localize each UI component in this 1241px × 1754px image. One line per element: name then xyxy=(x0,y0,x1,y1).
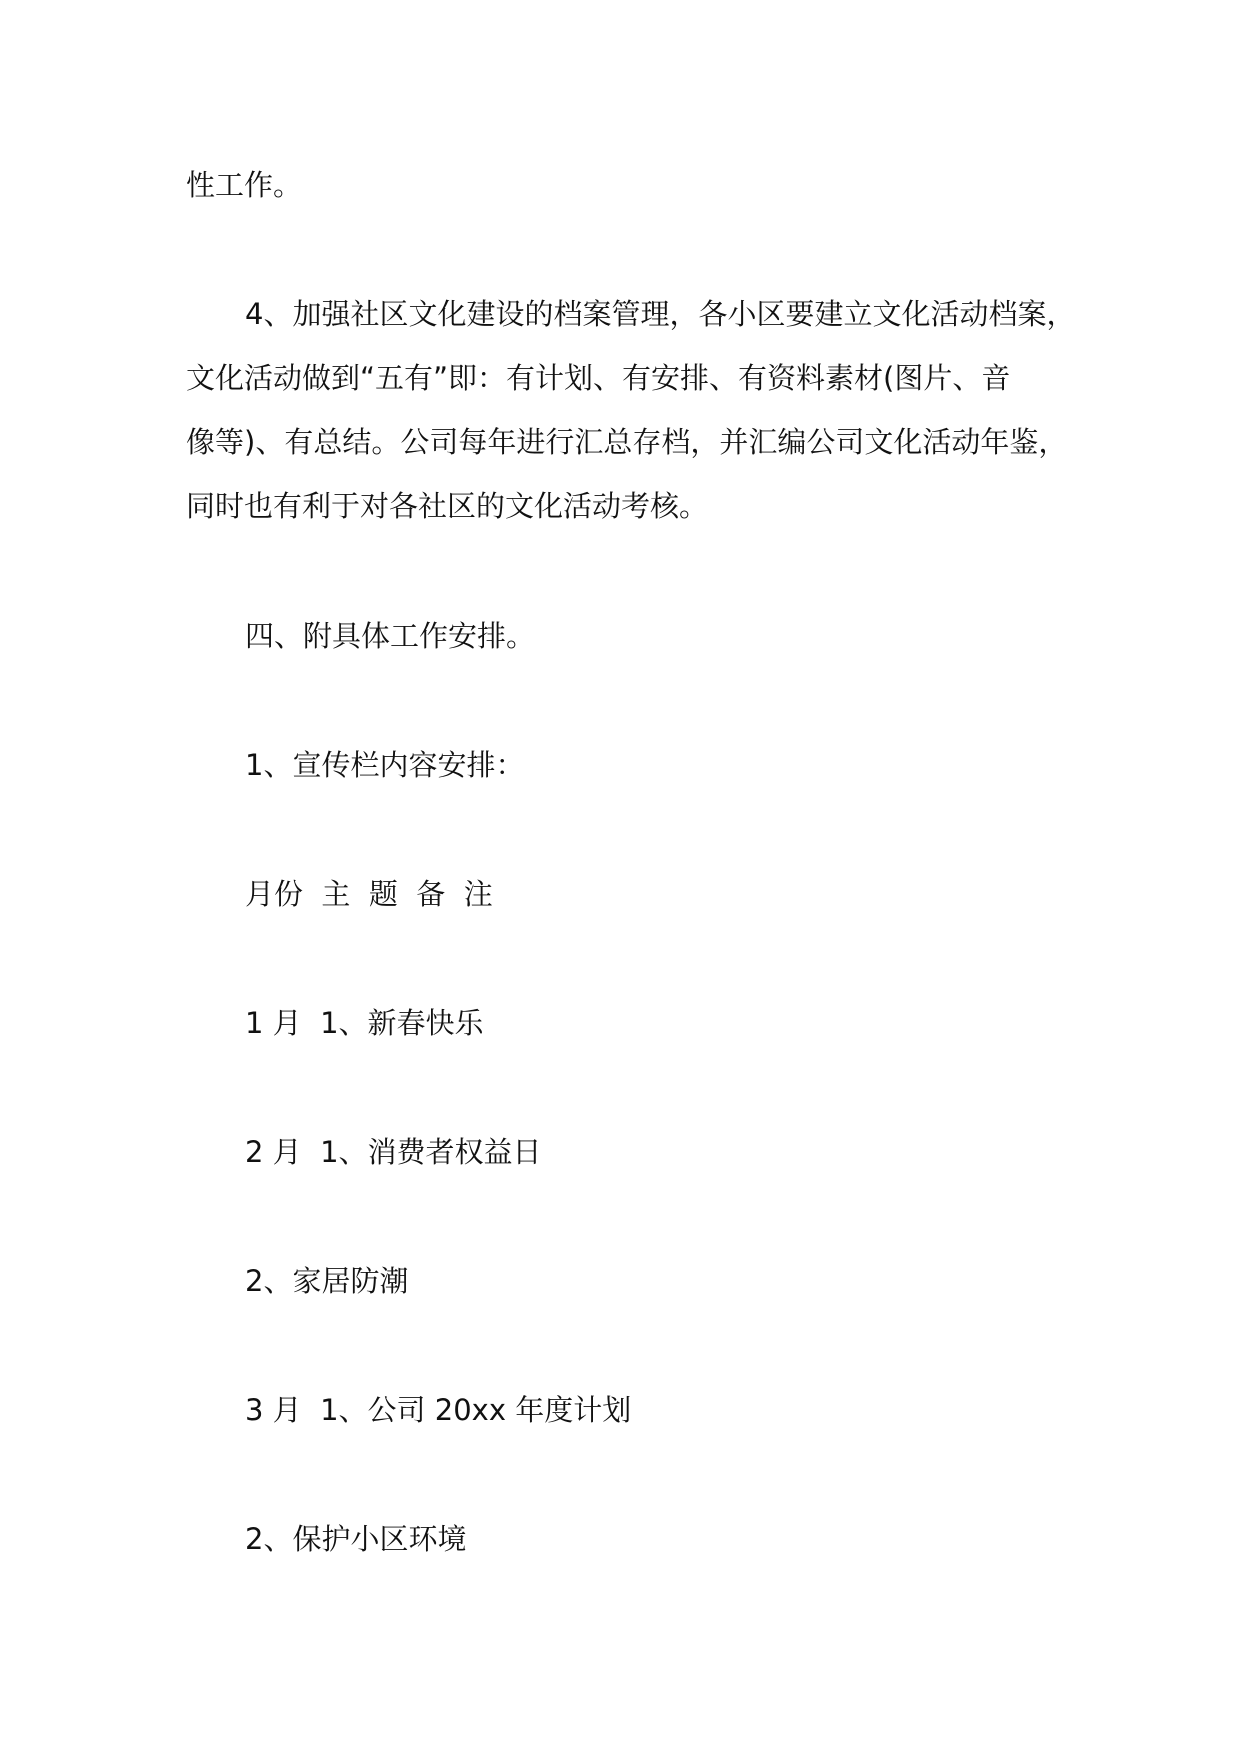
schedule-row: 2 月 1、消费者权益日 xyxy=(245,1135,542,1169)
schedule-row: 1 月 1、新春快乐 xyxy=(245,1006,484,1040)
schedule-row: 2、保护小区环境 xyxy=(245,1522,467,1556)
schedule-header: 月份 主 题 备 注 xyxy=(245,877,493,911)
paragraph-line: 性工作。 xyxy=(186,168,303,202)
subsection-heading: 1、宣传栏内容安排： xyxy=(245,748,525,782)
paragraph-line: 像等)、有总结。公司每年进行汇总存档，并汇编公司文化活动年鉴， xyxy=(186,425,1068,459)
schedule-row: 2、家居防潮 xyxy=(245,1264,409,1298)
paragraph-line: 4、加强社区文化建设的档案管理，各小区要建立文化活动档案， xyxy=(245,297,1076,331)
paragraph-line: 文化活动做到“五有”即：有计划、有安排、有资料素材(图片、音 xyxy=(186,361,1011,395)
paragraph-line: 同时也有利于对各社区的文化活动考核。 xyxy=(186,489,709,523)
schedule-row: 3 月 1、公司 20xx 年度计划 xyxy=(245,1393,632,1427)
section-heading: 四、附具体工作安排。 xyxy=(245,619,536,653)
